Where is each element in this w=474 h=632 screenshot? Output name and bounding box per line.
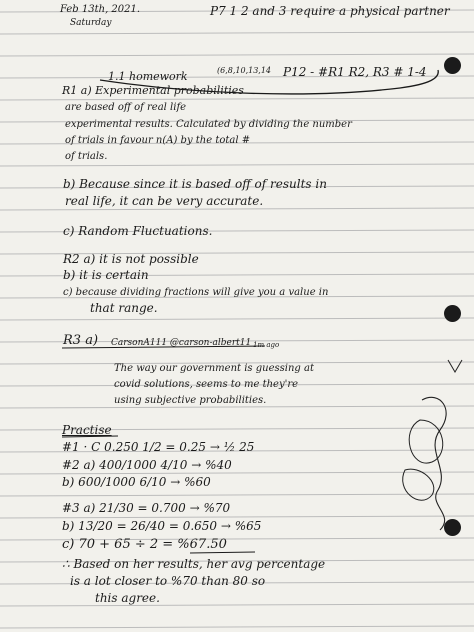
r3-tweet-line: The way our government is guessing at — [114, 363, 314, 374]
practise-line: #3 a) 21/30 = 0.700 → %70 — [62, 501, 231, 515]
r1-a-line: of trials. — [65, 151, 108, 162]
r3-author: CarsonA111 @carson-albert11 — [111, 338, 252, 348]
conclusion-line: ∴ Based on her results, her avg percentage — [62, 557, 326, 571]
conclusion-line: this agree. — [95, 591, 160, 605]
r3-label: R3 a) — [63, 333, 99, 348]
review-questions: P12 - #R1 R2, R3 # 1-4 — [283, 65, 427, 79]
r3-underline — [62, 346, 265, 348]
arrow-mark — [448, 360, 462, 372]
r1-a-line: of trials in favour n(A) by the total # — [65, 135, 251, 146]
header-day: Saturday — [70, 18, 112, 28]
practise-underline — [62, 436, 118, 437]
practise-line: b) 13/20 = 26/40 = 0.650 → %65 — [62, 519, 262, 533]
conclusion-line: is a lot closer to %70 than 80 so — [70, 574, 266, 588]
r3-tweet-line: covid solutions, seems to me they're — [114, 379, 299, 390]
r2-line: c) because dividing fractions will give you a value in — [63, 287, 329, 298]
heading-curve-underline — [100, 70, 438, 94]
r2-line: R2 a) it is not possible — [63, 252, 199, 266]
result-underline — [190, 552, 255, 553]
lesson-pages: (6,8,10,13,14 — [217, 66, 272, 75]
practise-line: b) 600/1000 6/10 → %60 — [62, 475, 211, 489]
practise-line: #2 a) 400/1000 4/10 → %40 — [62, 458, 232, 472]
r1-b-line: real life, it can be very accurate. — [65, 194, 264, 208]
practise-line: c) 70 + 65 ÷ 2 = %67.50 — [62, 537, 227, 552]
r1-c-line: c) Random Fluctuations. — [63, 224, 213, 238]
practise-title: Practise — [62, 423, 112, 437]
lesson-title: 1.1 homework — [108, 70, 188, 83]
practise-line: #1 · C 0.250 1/2 = 0.25 → ½ 25 — [62, 440, 255, 454]
scribble-loop — [409, 420, 443, 463]
r1-a-line: experimental results. Calculated by dividing the number — [65, 119, 352, 130]
r1-b-line: b) Because since it is based off of results in — [63, 177, 327, 191]
r2-line: that range. — [90, 301, 158, 315]
r3-time: 1m ago — [253, 341, 280, 349]
r3-tweet-line: using subjective probabilities. — [114, 395, 267, 406]
r1-a-line: R1 a) Experimental probabilities — [62, 84, 244, 97]
r1-a-line: are based off of real life — [65, 102, 187, 113]
header-task: P7 1 2 and 3 require a physical partner — [210, 4, 450, 18]
r2-line: b) it is certain — [63, 268, 149, 282]
header-date: Feb 13th, 2021. — [60, 4, 141, 15]
scribble-loop-2 — [403, 469, 434, 500]
scribble-right — [422, 397, 446, 530]
